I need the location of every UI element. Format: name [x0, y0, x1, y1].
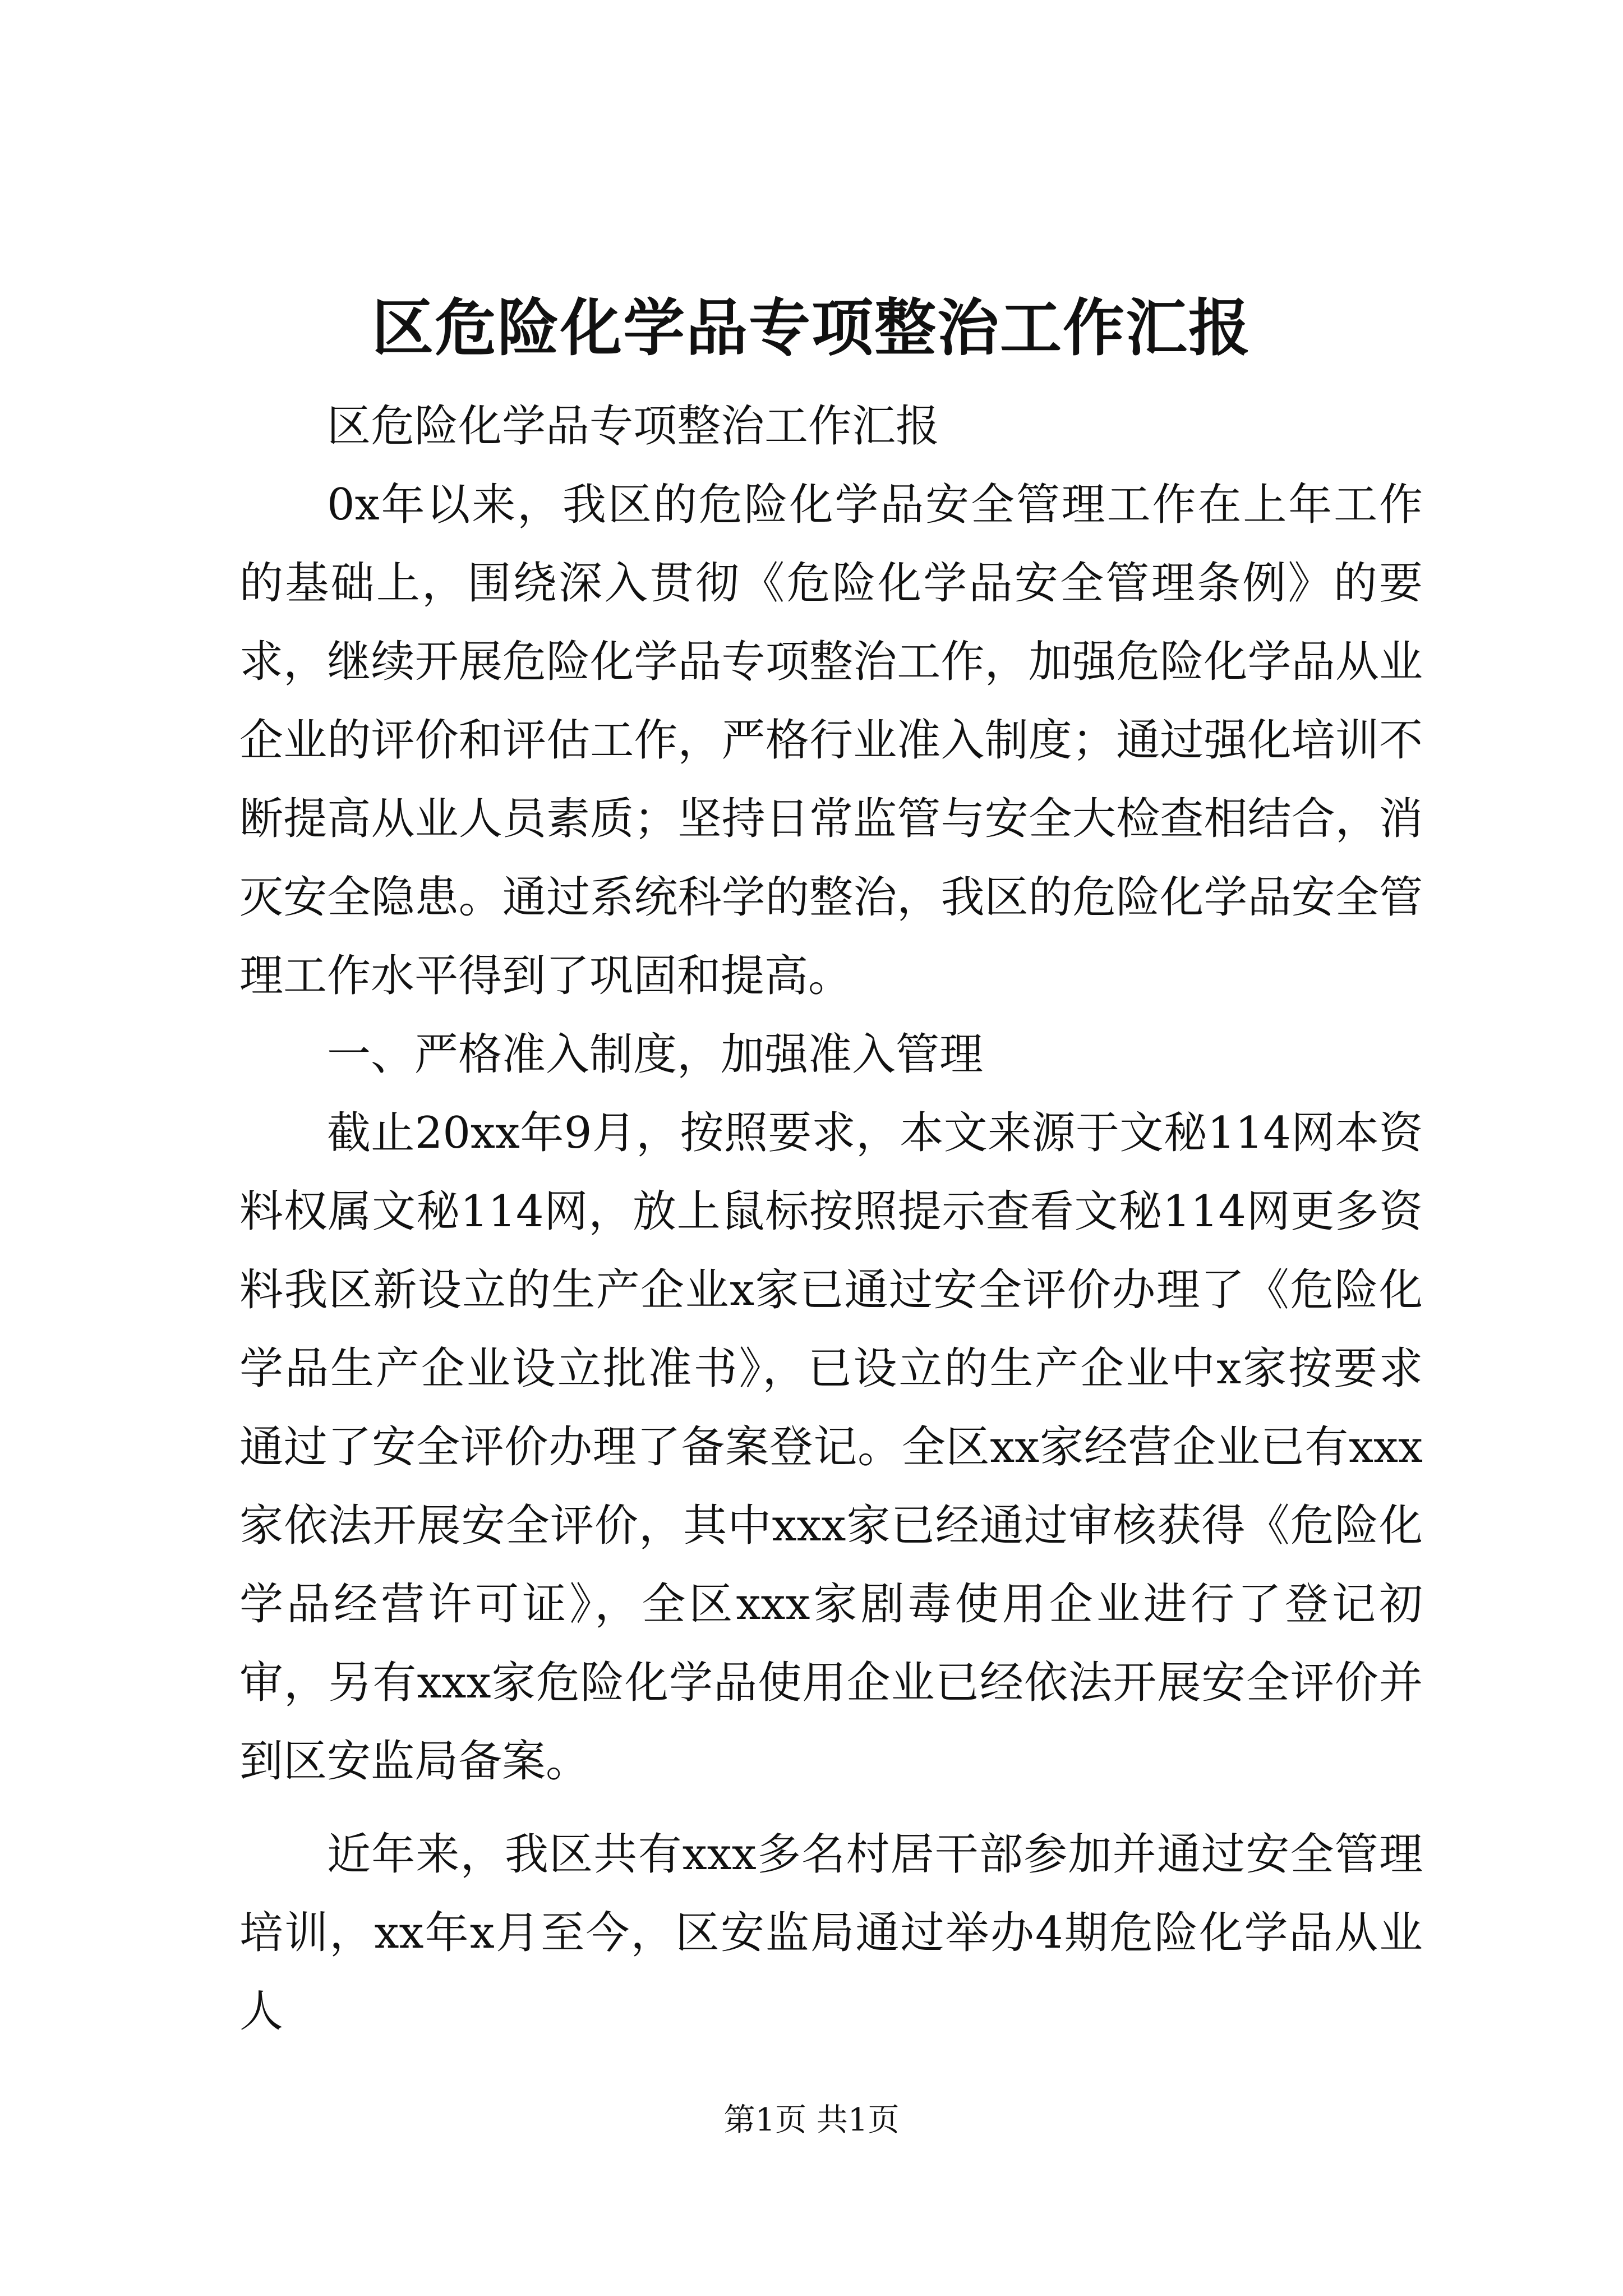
training-paragraph: 近年来，我区共有xxx多名村居干部参加并通过安全管理培训，xx年x月至今，区安监局通过举办4期危险化学品从业人 — [239, 1829, 1423, 2037]
subtitle-paragraph: 区危险化学品专项整治工作汇报 — [327, 401, 940, 452]
section-heading-1: 一、严格准入制度，加强准入管理 — [327, 1029, 984, 1080]
document-body — [239, 387, 1423, 2051]
page-footer: 第1页 共1页 — [723, 2102, 900, 2138]
intro-paragraph: 0x年以来，我区的危险化学品安全管理工作在上年工作的基础上，围绕深入贯彻《危险化学品安全管理条例》的要求，继续开展危险化学品专项整治工作，加强危险化学品从业企业的评价和评估工作，严格行业准入制度；通过强化培训不断提高从业人员素质；坚持日常监管与安全大检查相结合，消灭安全隐患。通过系统科学的整治，我区的危险化学品安全管理工作水平得到了巩固和提高。 — [239, 480, 1423, 1001]
document-title: 区危险化学品专项整治工作汇报 — [372, 292, 1251, 364]
section-1-paragraph: 截止20xx年9月，按照要求，本文来源于文秘114网本资料权属文秘114网，放上鼠标按照提示查看文秘114网更多资料我区新设立的生产企业x家已通过安全评价办理了《危险化学品生产企业设立批准书》，已设立的生产企业中x家按要求通过了安全评价办理了备案登记。全区xx家经营企业已有xxx家依法开展安全评价，其中xxx家已经通过审核获得《危险化学品经营许可证》，全区xxx家剧毒使用企业进行了登记初审，另有xxx家危险化学品使用企业已经依法开展安全评价并到区安监局备案。 — [239, 1108, 1423, 1787]
